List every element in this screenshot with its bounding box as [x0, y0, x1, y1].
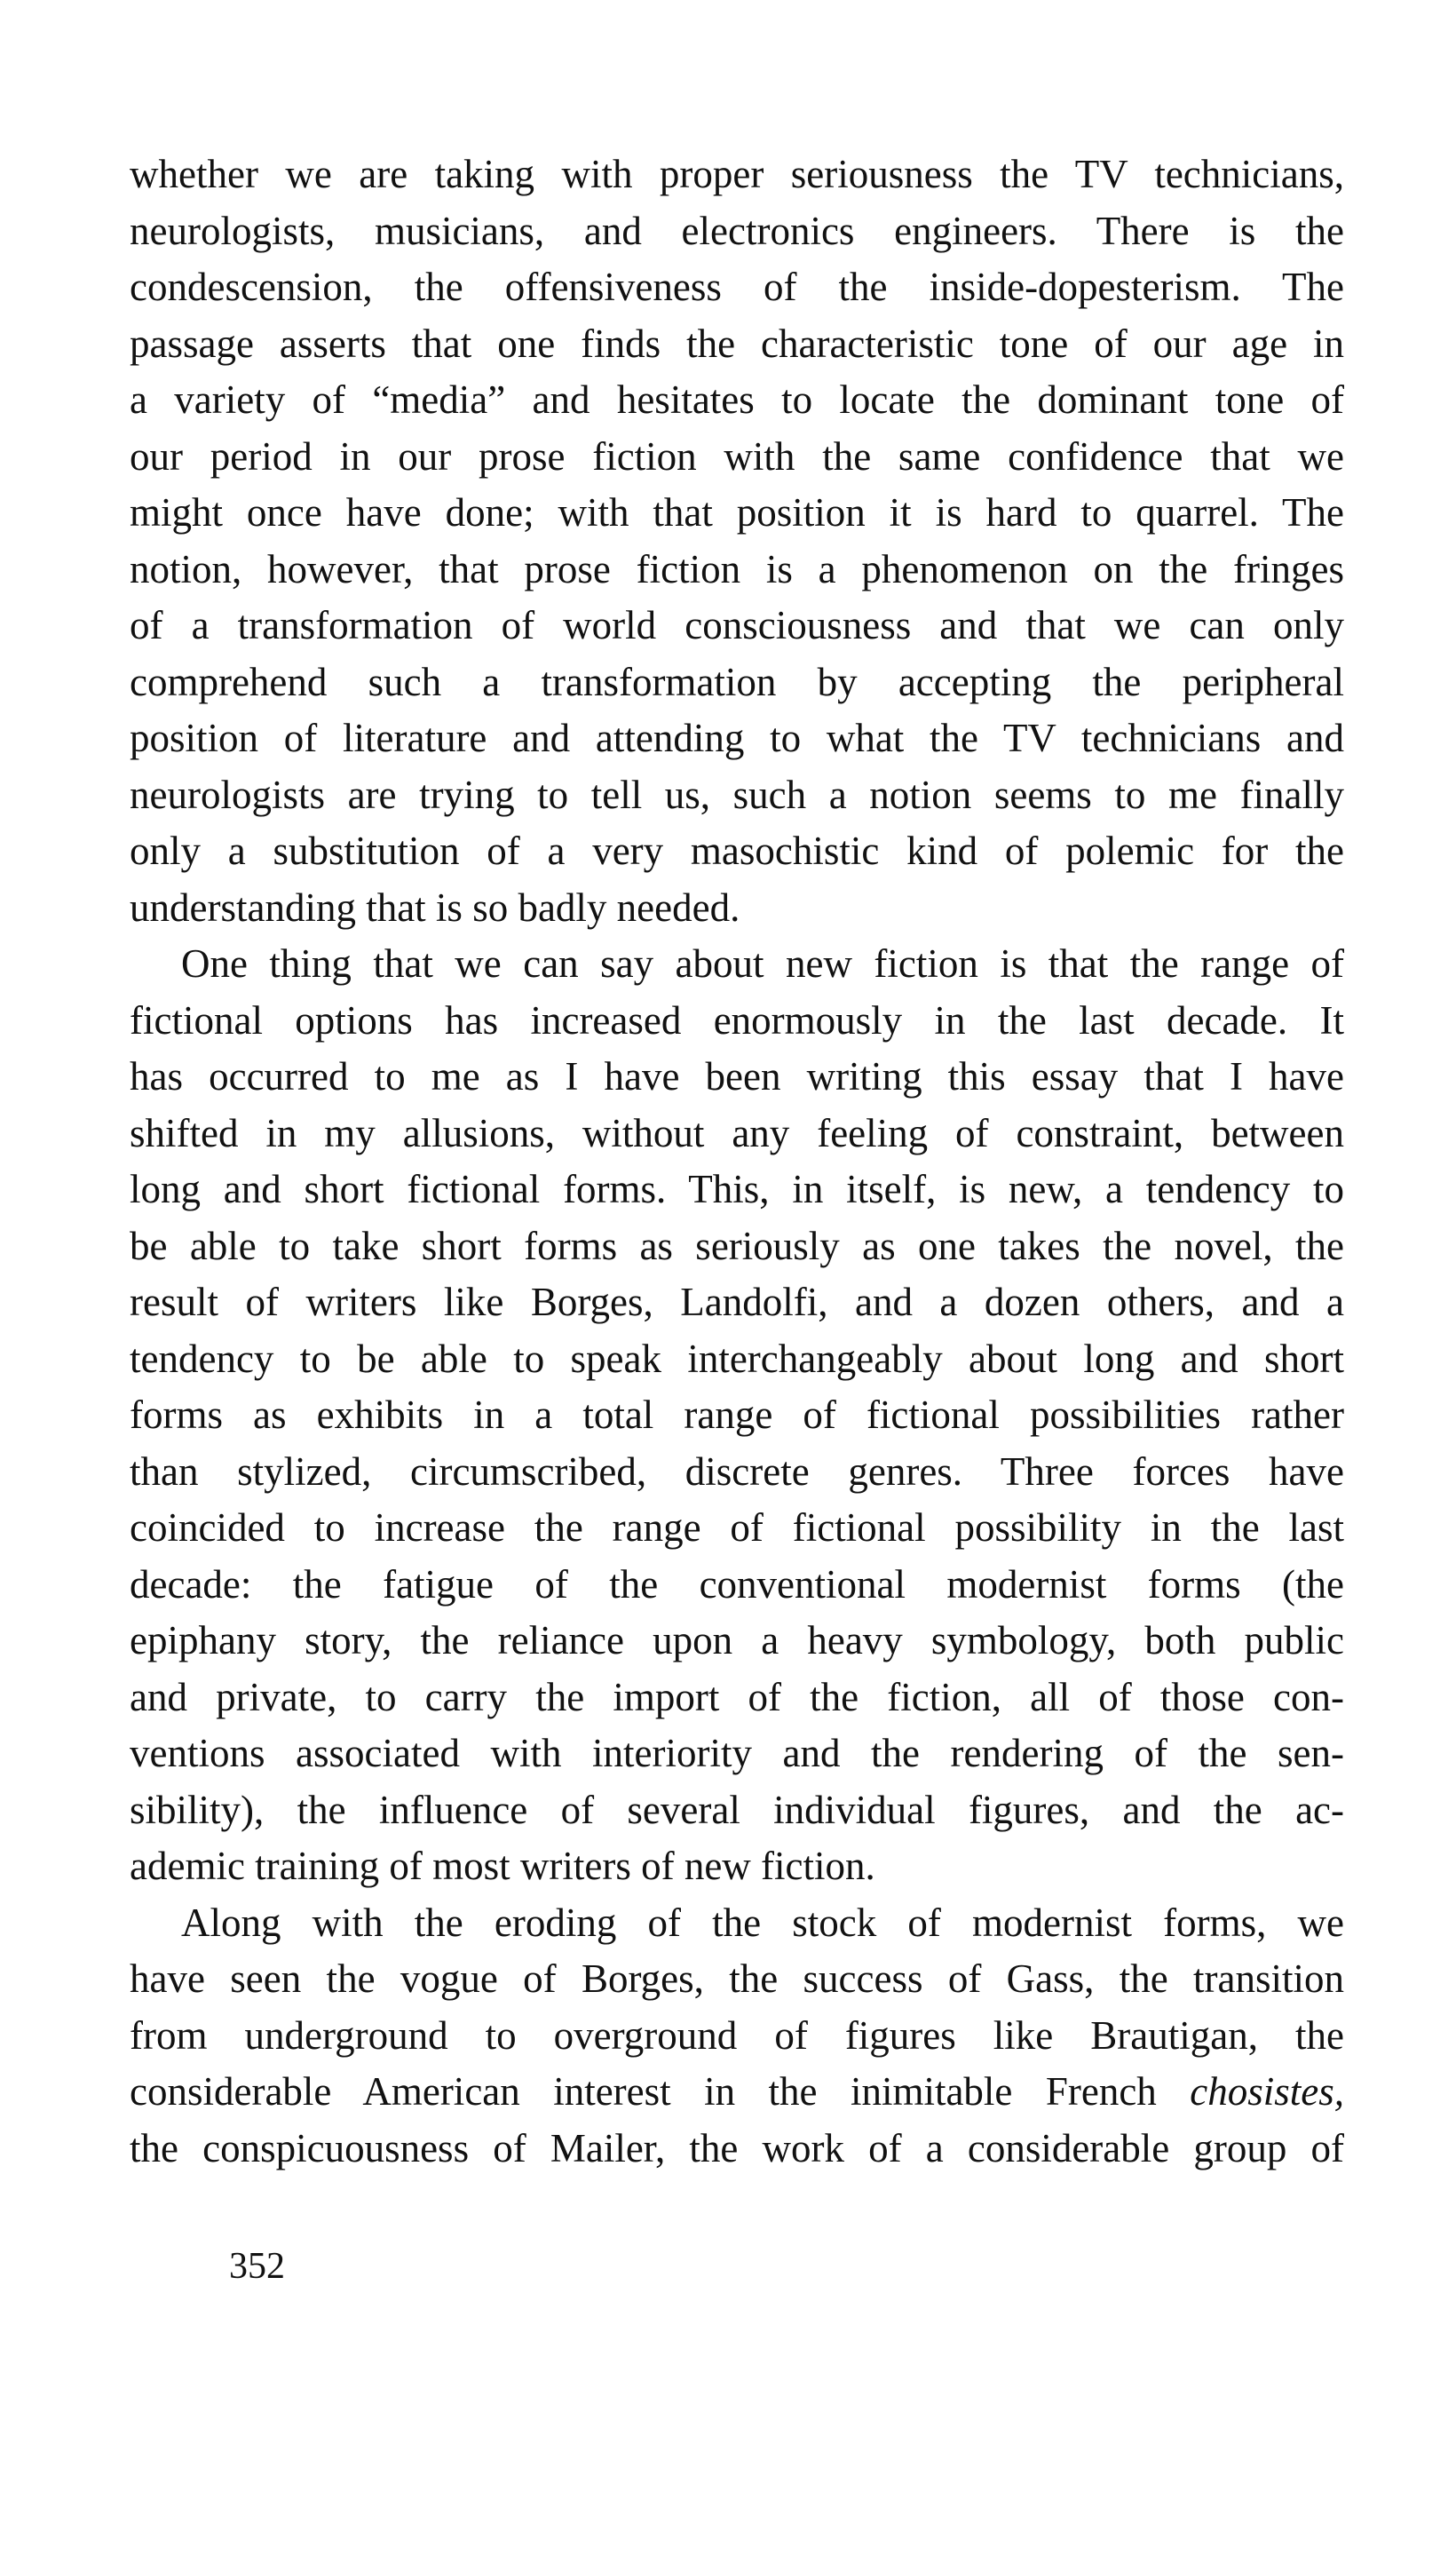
text-line: has occurred to me as I have been writing this essay that I have: [130, 1054, 1344, 1099]
text-line: and private, to carry the import of the fiction, all of those con-: [130, 1674, 1344, 1719]
text-line: considerable American interest in the inimitable French chosistes,: [130, 2069, 1344, 2114]
text-line: passage asserts that one finds the characteristic tone of our age in: [130, 321, 1344, 366]
text-line: only a substitution of a very masochistic kind of polemic for the: [130, 829, 1344, 873]
text-line: shifted in my allusions, without any feeling of constraint, between: [130, 1110, 1344, 1155]
text-line: the conspicuousness of Mailer, the work of a considerable group of: [130, 2125, 1344, 2170]
text-line: comprehend such a transformation by accepting the peripheral: [130, 659, 1344, 704]
italic-term: chosistes,: [1190, 2069, 1344, 2114]
text-line: neurologists are trying to tell us, such a notion seems to me finally: [130, 772, 1344, 817]
text-line: of a transformation of world consciousness and that we can only: [130, 603, 1344, 647]
body-text: [130, 147, 1344, 2177]
text-line: fictional options has increased enormously in the last decade. It: [130, 997, 1344, 1043]
text-line: from underground to overground of figures like Brautigan, the: [130, 2012, 1344, 2058]
text-line: ventions associated with interiority and the rendering of the sen-: [130, 1731, 1344, 1775]
text-line: than stylized, circumscribed, discrete genres. Three forces have: [130, 1448, 1344, 1494]
text-line: be able to take short forms as seriously as one takes the novel, the: [130, 1223, 1344, 1268]
text-line: neurologists, musicians, and electronics engineers. There is the: [130, 208, 1344, 253]
text-line: sibility), the influence of several individual figures, and the ac-: [130, 1787, 1344, 1832]
text-line: notion, however, that prose fiction is a phenomenon on the fringes: [130, 546, 1344, 591]
text-line: coincided to increase the range of fictional possibility in the last: [130, 1505, 1344, 1550]
text-line: have seen the vogue of Borges, the success of Gass, the transition: [130, 1956, 1344, 2001]
text-line: forms as exhibits in a total range of fictional possibilities rather: [130, 1393, 1344, 1437]
text-line: might once have done; with that position it is hard to quarrel. The: [130, 490, 1344, 535]
text-line: whether we are taking with proper seriousness the TV technicians,: [130, 152, 1344, 196]
text-line: One thing that we can say about new fiction is that the range of: [181, 941, 1344, 986]
text-line: epiphany story, the reliance upon a heavy symbology, both public: [130, 1618, 1344, 1662]
text-line: understanding that is so badly needed.: [130, 885, 740, 930]
text-line: position of literature and attending to what the TV technicians and: [130, 716, 1344, 760]
text-line: Along with the eroding of the stock of modernist forms, we: [181, 1900, 1344, 1945]
text-line: long and short fictional forms. This, in itself, is new, a tendency to: [130, 1167, 1344, 1211]
text-line: decade: the fatigue of the conventional modernist forms (the: [130, 1561, 1344, 1607]
text-line: our period in our prose fiction with the same confidence that we: [130, 433, 1344, 479]
text-line: a variety of “media” and hesitates to locate the dominant tone of: [130, 377, 1344, 422]
text-line: condescension, the offensiveness of the inside-dopesterism. The: [130, 265, 1344, 309]
text-line: ademic training of most writers of new fiction.: [130, 1844, 875, 1888]
text-line: result of writers like Borges, Landolfi, and a dozen others, and a: [130, 1280, 1344, 1324]
page-number: 352: [229, 2246, 285, 2287]
text-line: tendency to be able to speak interchangeably about long and short: [130, 1336, 1344, 1381]
